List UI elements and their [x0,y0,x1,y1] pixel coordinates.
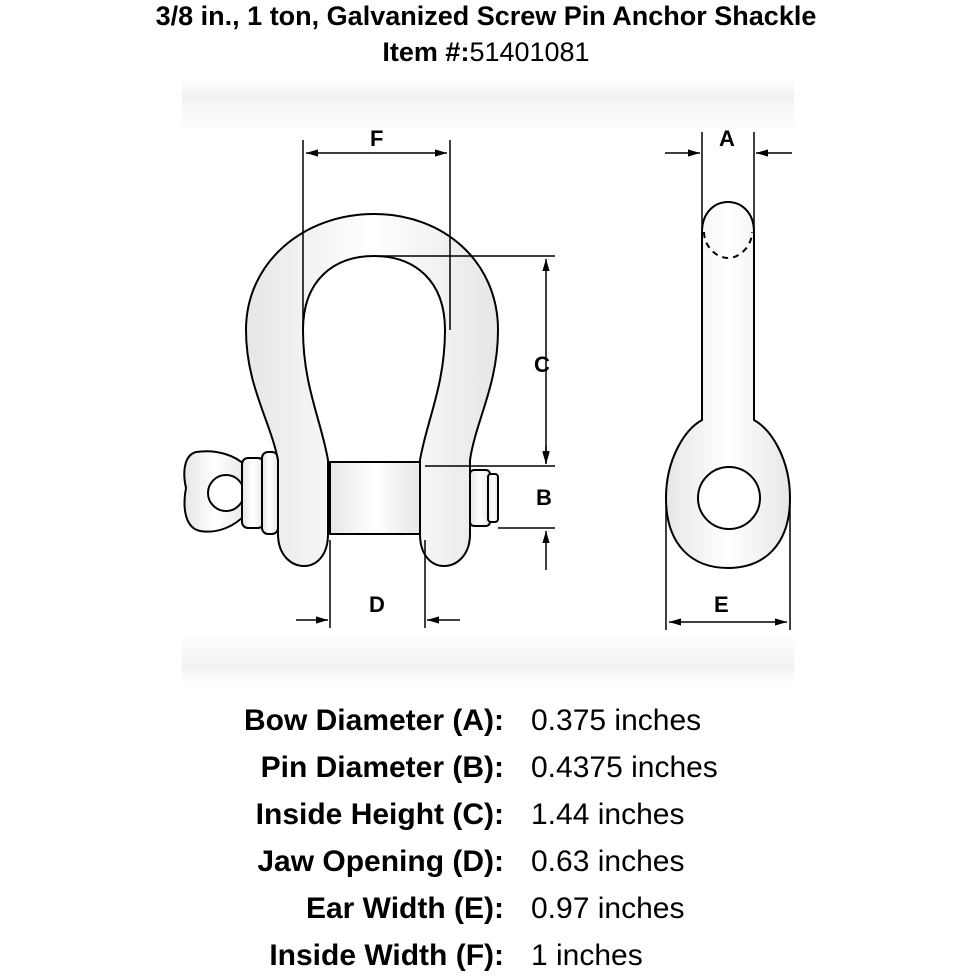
spec-row-bow-diameter [0,697,972,744]
spec-label: Pin Diameter (B): [260,751,504,784]
product-title: 3/8 in., 1 ton, Galvanized Screw Pin Anchor Shackle [155,1,817,31]
spec-value: 0.63 inches [531,845,685,878]
shackle-dimension-diagram [182,78,794,684]
shackle-drawing [182,78,794,684]
spec-row-ear-width [0,885,972,932]
item-number-label: Item #: [382,37,470,67]
spec-row-jaw-opening [0,838,972,885]
side-pin-hole [698,467,760,529]
spec-value: 0.375 inches [531,704,702,737]
pin-collar-inner [262,452,278,534]
spec-value: 0.97 inches [531,892,685,925]
dim-label-b: B [536,485,552,510]
pin-thread-tip [488,474,498,522]
spec-value: 1.44 inches [531,798,685,831]
item-number-value: 51401081 [469,37,590,67]
pin-collar [242,458,264,528]
side-view [666,202,790,568]
dim-label-a: A [719,126,735,151]
spec-value: 1 inches [531,939,643,972]
spec-label: Inside Height (C): [255,798,504,831]
dim-label-d: D [369,592,385,617]
spec-label: Bow Diameter (A): [243,704,504,737]
spec-label: Inside Width (F): [269,939,504,972]
dim-label-e: E [714,592,729,617]
spec-row-pin-diameter [0,744,972,791]
item-number-line [0,36,972,68]
pin-eye-hole [208,475,244,511]
front-view [184,214,498,566]
dim-label-c: C [534,352,550,377]
spec-label: Ear Width (E): [305,892,504,925]
spec-label: Jaw Opening (D): [257,845,504,878]
spec-row-inside-height [0,791,972,838]
dim-label-f: F [370,126,384,151]
pin-body [330,462,420,534]
spec-value: 0.4375 inches [531,751,718,784]
